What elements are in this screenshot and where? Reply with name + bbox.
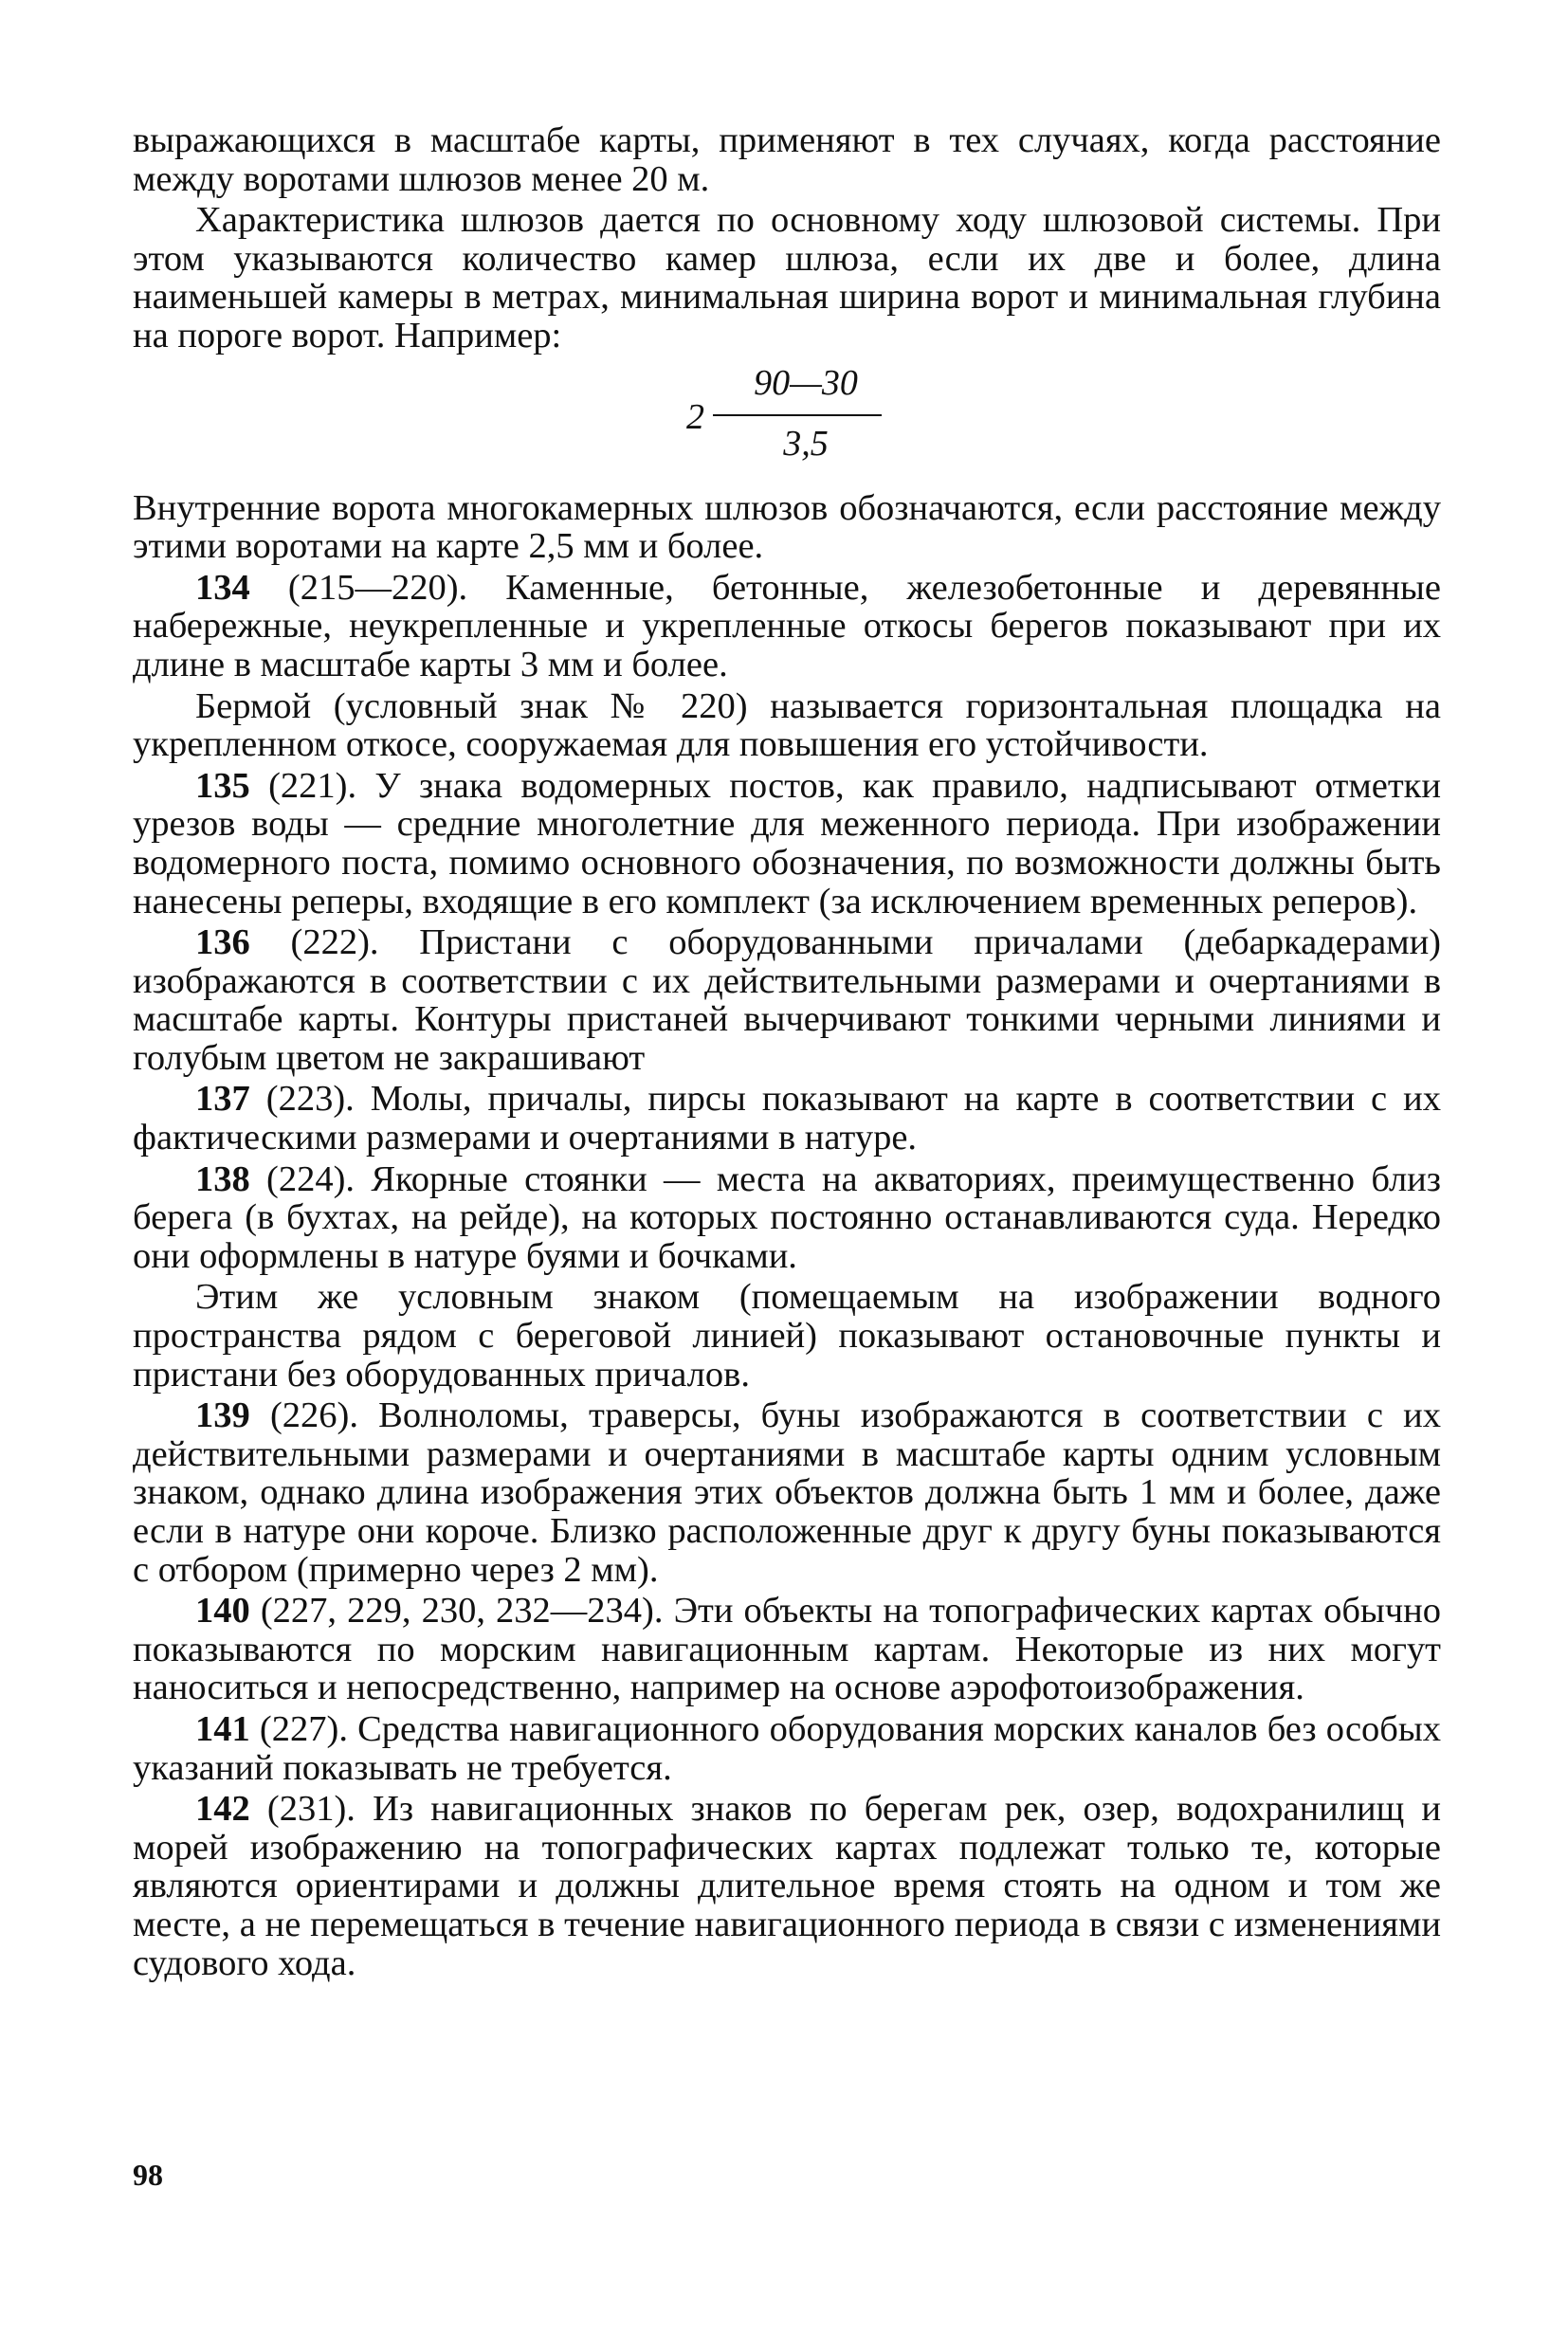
formula-coefficient: 2 — [686, 396, 704, 437]
clause-number: 141 — [195, 1708, 250, 1749]
paragraph-text: (231). Из навигационных знаков по берегам рек, озер, водохранилищ и морей изображению на топографических картах подлежат только те, которые являются ориентирами и должны длительное время стоять на одном и том же месте, а не перемещаться в течение навигационного периода в связи с изменениями судового хода. — [133, 1789, 1441, 1983]
paragraph-134 — [133, 569, 1441, 684]
formula-numerator: 90—30 — [754, 362, 858, 403]
clause-number: 140 — [195, 1591, 250, 1632]
paragraph-text: Этим же условным знаком (помещаемым на изображении водного пространства рядом с береговой линией) показывают остановочные пункты и пристани без оборудованных причалов. — [133, 1277, 1441, 1395]
clause-number: 142 — [195, 1789, 250, 1830]
clause-number: 138 — [195, 1158, 250, 1199]
paragraph-text: (221). У знака водомерных постов, как правило, надписывают отметки урезов воды — средние многолетние для меженного периода. При изображении водомерного поста, помимо основного обозначения, по возможности должны быть нанесены реперы, входящие в его комплект (за исключением временных реперов). — [133, 765, 1441, 921]
formula-fraction-bar — [713, 414, 882, 416]
paragraph-139 — [133, 1396, 1441, 1589]
clause-number: 137 — [195, 1079, 250, 1120]
paragraph — [133, 201, 1441, 355]
page-number: 98 — [133, 2158, 163, 2192]
paragraph-text: Характеристика шлюзов дается по основному ходу шлюзовой системы. При этом указываются количество камер шлюза, если их две и более, длина наименьшей камеры в метрах, минимальная ширина ворот и минимальная глубина на пороге ворот. Например: — [133, 200, 1441, 356]
paragraph-text: (227, 229, 230, 232—234). Эти объекты на топографических картах обычно показываются по морским навигационным картам. Некоторые из них могут наноситься и непосредственно, например на основе аэрофотоизображения. — [133, 1591, 1441, 1708]
paragraph — [133, 687, 1441, 764]
paragraph-141 — [133, 1710, 1441, 1787]
lock-formula — [133, 358, 1441, 489]
clause-number: 134 — [195, 567, 250, 608]
clause-number: 135 — [195, 765, 250, 806]
paragraph-text: (224). Якорные стоянки — места на акваториях, преимущественно близ берега (в бухтах, на рейде), на которых постоянно останавливаются суда. Нередко они оформлены в натуре буями и бочками. — [133, 1158, 1441, 1276]
paragraph — [133, 121, 1441, 198]
paragraph-136 — [133, 923, 1441, 1077]
paragraph — [133, 489, 1441, 566]
paragraph-text: (222). Пристани с оборудованными причалами (дебаркадерами) изображаются в соответствии с их действительными размерами и очертаниями в масштабе карты. Контуры пристаней вычерчивают тонкими черными линиями и голубым цветом не закрашивают — [133, 922, 1441, 1078]
paragraph-138 — [133, 1160, 1441, 1276]
paragraph-140 — [133, 1592, 1441, 1707]
paragraph-142 — [133, 1790, 1441, 1982]
paragraph-137 — [133, 1080, 1441, 1157]
paragraph — [133, 1278, 1441, 1394]
paragraph-text: (226). Волноломы, траверсы, буны изображаются в соответствии с их действительными размерами и очертаниями в масштабе карты одним условным знаком, однако длина изображения этих объектов должна быть 1 мм и более, даже если в натуре они короче. Близко расположенные друг к другу буны показываются с отбором (примерно через 2 мм). — [133, 1395, 1441, 1590]
page-body — [133, 121, 1441, 1985]
paragraph-text: (223). Молы, причалы, пирсы показывают на карте в соответствии с их фактическими размерами и очертаниями в натуре. — [133, 1079, 1441, 1158]
paragraph-text: выражающихся в масштабе карты, применяют в тех случаях, когда расстояние между воротами шлюзов менее 20 м. — [133, 120, 1441, 199]
paragraph-135 — [133, 767, 1441, 921]
clause-number: 136 — [195, 922, 250, 963]
paragraph-text: Бермой (условный знак № 220) называется горизонтальная площадка на укрепленном откосе, сооружаемая для повышения его устойчивости. — [133, 685, 1441, 765]
formula-denominator: 3,5 — [783, 423, 829, 464]
paragraph-text: Внутренние ворота многокамерных шлюзов обозначаются, если расстояние между этими воротами на карте 2,5 мм и более. — [133, 487, 1441, 567]
clause-number: 139 — [195, 1395, 250, 1436]
paragraph-text: (227). Средства навигационного оборудования морских каналов без особых указаний показывать не требуется. — [133, 1708, 1441, 1788]
paragraph-text: (215—220). Каменные, бетонные, железобетонные и деревянные набережные, неукрепленные и укрепленные откосы берегов показывают при их длине в масштабе карты 3 мм и более. — [133, 567, 1441, 684]
